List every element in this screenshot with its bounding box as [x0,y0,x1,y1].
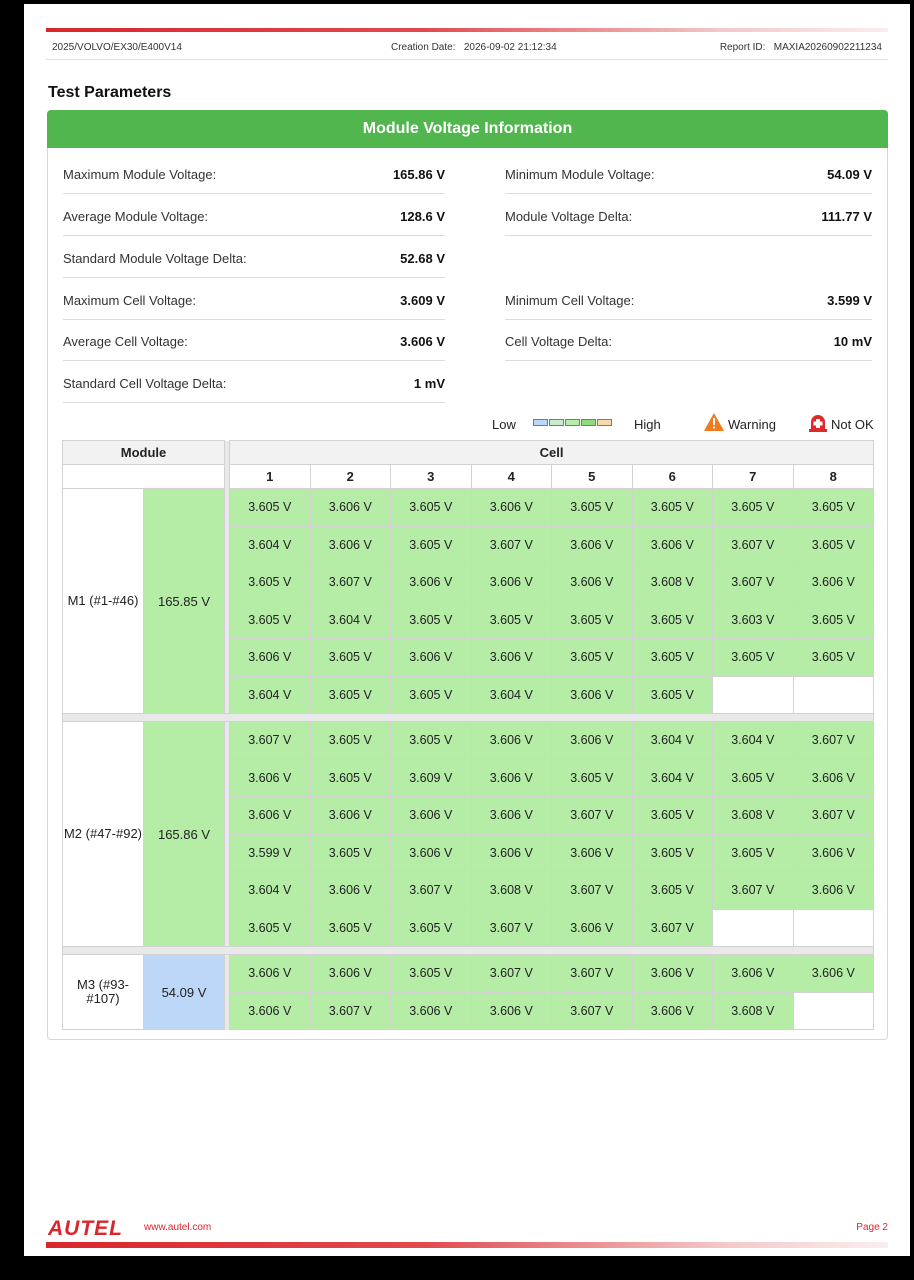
info-avg-module [63,194,445,236]
cell-voltage: 3.605 V [310,759,391,797]
cell-voltage: 3.606 V [552,676,633,714]
cell-voltage: 3.608 V [471,872,552,910]
cell-voltage: 3.607 V [391,872,472,910]
cell-voltage: 3.606 V [391,639,472,677]
cell-voltage: 3.606 V [793,955,874,993]
autel-logo-text: AUTEL [48,1217,123,1238]
cell-voltage: 3.604 V [471,676,552,714]
module-voltage: 165.86 V [144,722,225,947]
info-value: 165.86 V [392,167,445,182]
cell-voltage: 3.605 V [391,526,472,564]
cell-voltage: 3.605 V [632,872,713,910]
cell-voltage: 3.606 V [471,797,552,835]
cell-voltage: 3.609 V [391,759,472,797]
table-row [63,722,874,760]
module-separator [63,947,874,955]
cell-voltage: 3.604 V [713,722,794,760]
legend-color-scale [533,419,613,426]
cell-voltage: 3.605 V [713,639,794,677]
empty-cell [713,676,794,714]
report-meta [52,40,882,60]
cell-index-8: 8 [793,465,874,489]
cell-voltage: 3.603 V [713,601,794,639]
legend-warning-label: Warning [728,417,776,432]
cell-voltage: 3.606 V [471,834,552,872]
cell-voltage: 3.608 V [713,992,794,1030]
info-std-cell-delta [63,361,445,403]
cell-voltage: 3.606 V [391,992,472,1030]
report-id-value: MAXIA20260902211234 [773,42,882,53]
cell-voltage: 3.604 V [632,722,713,760]
info-value: 3.599 V [827,293,872,308]
empty-cell [793,676,874,714]
cell-voltage: 3.605 V [230,564,311,602]
cell-voltage: 3.606 V [793,872,874,910]
info-label: Standard Module Voltage Delta: [63,251,247,266]
cell-voltage: 3.607 V [552,872,633,910]
cell-index-row [63,465,874,489]
cell-voltage: 3.605 V [230,489,311,527]
cell-index-6: 6 [632,465,713,489]
module-voltage-panel [47,110,888,1040]
cell-voltage: 3.606 V [552,909,633,947]
cell-voltage: 3.606 V [793,834,874,872]
cell-voltage-table [62,440,874,1030]
cell-voltage: 3.606 V [310,872,391,910]
cell-voltage: 3.606 V [230,955,311,993]
info-value: 10 mV [833,334,872,349]
cell-voltage: 3.605 V [310,834,391,872]
cell-voltage: 3.608 V [632,564,713,602]
info-value: 3.609 V [400,293,445,308]
cell-voltage: 3.607 V [713,564,794,602]
info-max-module [63,152,445,194]
cell-voltage: 3.606 V [230,797,311,835]
cell-voltage: 3.605 V [230,909,311,947]
cell-voltage: 3.606 V [230,992,311,1030]
cell-voltage: 3.607 V [310,992,391,1030]
module-name: M2 (#47-#92) [63,722,144,947]
scale-swatch-5 [597,419,612,426]
cell-voltage: 3.606 V [310,489,391,527]
info-module-delta [505,194,872,236]
cell-voltage: 3.605 V [310,909,391,947]
cell-voltage: 3.605 V [552,489,633,527]
scale-swatch-4 [581,419,596,426]
info-value: 1 mV [413,376,445,391]
cell-voltage: 3.605 V [310,722,391,760]
cell-voltage: 3.605 V [391,909,472,947]
cell-voltage: 3.599 V [230,834,311,872]
not-ok-icon [808,413,828,433]
cell-voltage: 3.605 V [632,639,713,677]
cell-voltage: 3.606 V [632,526,713,564]
cell-voltage: 3.604 V [310,601,391,639]
legend-not-ok-label: Not OK [831,417,874,432]
cell-voltage: 3.606 V [793,564,874,602]
cell-voltage: 3.605 V [391,676,472,714]
cell-voltage: 3.605 V [632,834,713,872]
table-header-row [63,441,874,465]
cell-index-2: 2 [310,465,391,489]
empty-cell [793,992,874,1030]
panel-title: Module Voltage Information [47,110,888,148]
info-label: Minimum Module Voltage: [505,167,655,182]
info-avg-cell [63,319,445,361]
cell-voltage: 3.607 V [552,797,633,835]
cell-index-7: 7 [713,465,794,489]
cell-voltage: 3.606 V [391,834,472,872]
cell-voltage: 3.605 V [793,639,874,677]
cell-voltage: 3.605 V [552,759,633,797]
info-max-cell [63,278,445,320]
module-header: Module [63,441,225,465]
cell-voltage: 3.607 V [552,992,633,1030]
cell-voltage: 3.605 V [632,601,713,639]
blank-header [63,465,225,489]
info-label: Maximum Cell Voltage: [63,293,196,308]
cell-voltage: 3.606 V [552,526,633,564]
cell-voltage: 3.606 V [632,992,713,1030]
cell-voltage: 3.606 V [310,797,391,835]
cell-index-4: 4 [471,465,552,489]
cell-index-3: 3 [391,465,472,489]
creation-date-label: Creation Date: [391,42,456,53]
info-std-module-delta [63,236,445,278]
info-label: Average Cell Voltage: [63,334,188,349]
cell-voltage: 3.606 V [471,992,552,1030]
info-label: Average Module Voltage: [63,209,209,224]
table-row [63,955,874,993]
cell-voltage: 3.606 V [552,834,633,872]
cell-voltage: 3.605 V [793,489,874,527]
cell-voltage: 3.605 V [310,676,391,714]
scale-swatch-3 [565,419,580,426]
table-row [63,489,874,527]
cell-voltage: 3.606 V [713,955,794,993]
module-separator-cell [63,947,874,955]
cell-voltage: 3.606 V [552,564,633,602]
empty-cell [713,909,794,947]
cell-index-1: 1 [230,465,311,489]
cell-voltage: 3.605 V [713,759,794,797]
empty-cell [793,909,874,947]
scale-swatch-1 [533,419,548,426]
info-value: 128.6 V [400,209,445,224]
info-label: Standard Cell Voltage Delta: [63,376,227,391]
legend-low-label: Low [492,417,516,432]
website-link[interactable]: www.autel.com [144,1222,212,1233]
creation-date [391,42,557,53]
cell-voltage: 3.606 V [471,639,552,677]
warning-icon [704,413,724,431]
cell-voltage: 3.607 V [713,872,794,910]
module-voltage: 54.09 V [144,955,225,1030]
cell-voltage: 3.607 V [471,526,552,564]
report-id [720,42,882,53]
cell-voltage: 3.604 V [632,759,713,797]
info-value: 3.606 V [400,334,445,349]
cell-voltage: 3.606 V [471,564,552,602]
cell-voltage: 3.605 V [391,489,472,527]
cell-voltage: 3.607 V [471,955,552,993]
info-label: Cell Voltage Delta: [505,334,612,349]
creation-date-value: 2026-09-02 21:12:34 [463,42,557,53]
cell-voltage: 3.605 V [632,676,713,714]
cell-voltage: 3.606 V [230,759,311,797]
cell-voltage: 3.607 V [471,909,552,947]
info-value: 52.68 V [400,251,445,266]
info-value: 111.77 V [821,209,872,224]
scale-swatch-2 [549,419,564,426]
cell-voltage: 3.606 V [310,955,391,993]
cell-voltage: 3.607 V [632,909,713,947]
page-number: Page 2 [856,1222,888,1233]
info-label: Minimum Cell Voltage: [505,293,635,308]
cell-voltage: 3.606 V [632,955,713,993]
cell-voltage: 3.605 V [713,489,794,527]
cell-voltage: 3.605 V [793,526,874,564]
footer-accent-bar [46,1242,888,1248]
cell-voltage: 3.606 V [391,797,472,835]
cell-voltage: 3.606 V [310,526,391,564]
section-title: Test Parameters [48,84,172,101]
cell-voltage: 3.605 V [552,601,633,639]
cell-voltage: 3.605 V [391,601,472,639]
module-name: M1 (#1-#46) [63,489,144,714]
cell-voltage: 3.605 V [552,639,633,677]
cell-voltage: 3.604 V [230,676,311,714]
header-divider [46,59,888,60]
cell-voltage: 3.605 V [391,955,472,993]
vehicle-id: 2025/VOLVO/EX30/E400V14 [52,42,182,53]
module-voltage: 165.85 V [144,489,225,714]
info-min-cell [505,278,872,320]
cell-voltage: 3.605 V [632,797,713,835]
cell-voltage: 3.605 V [632,489,713,527]
cell-voltage: 3.607 V [793,797,874,835]
cell-voltage: 3.607 V [713,526,794,564]
cell-voltage: 3.606 V [471,489,552,527]
cell-voltage: 3.606 V [391,564,472,602]
cell-voltage: 3.607 V [552,955,633,993]
cell-voltage: 3.607 V [310,564,391,602]
module-separator-cell [63,714,874,722]
cell-voltage: 3.606 V [552,722,633,760]
cell-voltage: 3.606 V [471,722,552,760]
cell-voltage: 3.606 V [793,759,874,797]
cell-voltage: 3.607 V [230,722,311,760]
info-label: Module Voltage Delta: [505,209,633,224]
cell-voltage: 3.604 V [230,872,311,910]
cell-voltage: 3.604 V [230,526,311,564]
cell-index-5: 5 [552,465,633,489]
cell-voltage: 3.605 V [310,639,391,677]
cell-voltage: 3.605 V [713,834,794,872]
info-min-module [505,152,872,194]
cell-voltage: 3.607 V [793,722,874,760]
autel-logo [48,1216,134,1238]
report-id-label: Report ID: [719,42,766,53]
report-page [24,4,910,1256]
module-name: M3 (#93-#107) [63,955,144,1030]
cell-voltage: 3.605 V [391,722,472,760]
cell-voltage: 3.605 V [230,601,311,639]
header-accent-bar [46,28,888,32]
cell-voltage: 3.605 V [471,601,552,639]
cell-header: Cell [230,441,874,465]
info-cell-delta [505,319,872,361]
info-value: 54.09 V [827,167,872,182]
legend-high-label: High [634,417,661,432]
cell-voltage: 3.606 V [230,639,311,677]
module-separator [63,714,874,722]
cell-voltage: 3.606 V [471,759,552,797]
cell-voltage: 3.605 V [793,601,874,639]
info-label: Maximum Module Voltage: [63,167,217,182]
cell-voltage: 3.608 V [713,797,794,835]
